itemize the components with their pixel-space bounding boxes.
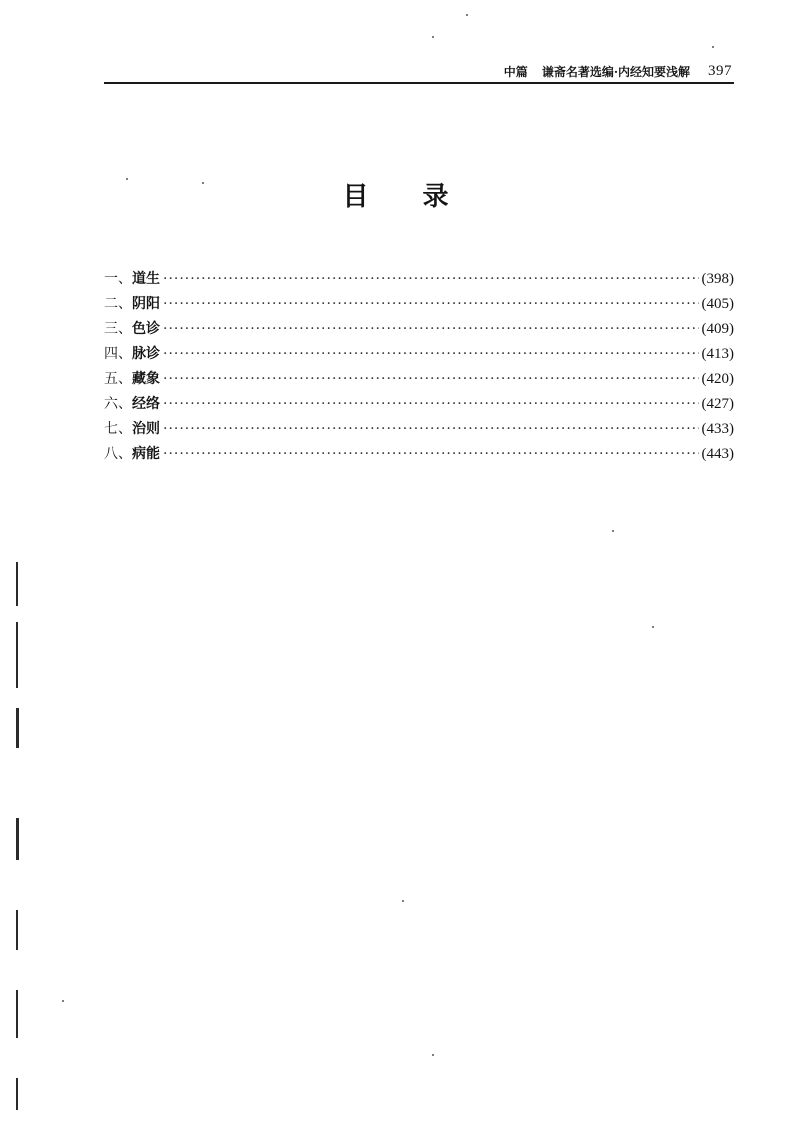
scan-artifact-line (16, 818, 19, 860)
dot-leader (163, 371, 699, 387)
scan-speck (652, 626, 654, 628)
toc-entry-label: 藏象 (132, 371, 160, 387)
scan-speck (402, 900, 404, 902)
toc-entry[interactable] (104, 268, 734, 293)
toc-entry-number: 二、 (104, 296, 132, 312)
scan-speck (62, 1000, 64, 1002)
scan-artifact-line (16, 990, 18, 1038)
toc-entry-label: 经络 (132, 396, 160, 412)
header-section: 中篇 (503, 65, 528, 79)
running-header (104, 58, 732, 80)
toc-entry[interactable] (104, 318, 734, 343)
toc-entry[interactable] (104, 343, 734, 368)
toc-entry-label: 病能 (132, 446, 160, 462)
dot-leader (163, 396, 699, 412)
toc-entry-number: 四、 (104, 346, 132, 362)
dot-leader (163, 346, 699, 362)
scan-speck (126, 178, 128, 180)
header-page-number: 397 (708, 63, 732, 79)
toc-entry-label: 道生 (132, 271, 160, 287)
toc-entry-label: 阴阳 (132, 296, 160, 312)
toc-entry-page: (409) (701, 321, 734, 337)
scan-artifact-line (16, 708, 19, 748)
toc-entry-number: 一、 (104, 271, 132, 287)
toc-entry-page: (413) (701, 346, 734, 362)
toc-entry[interactable] (104, 368, 734, 393)
toc-entry-page: (398) (701, 271, 734, 287)
toc-entry[interactable] (104, 293, 734, 318)
toc-entry-page: (405) (701, 296, 734, 312)
toc-entry-number: 五、 (104, 371, 132, 387)
dot-leader (163, 321, 699, 337)
scan-speck (612, 530, 614, 532)
scan-artifact-line (16, 910, 18, 950)
toc-entry-page: (443) (701, 446, 734, 462)
page-title (0, 176, 793, 213)
toc-entry[interactable] (104, 418, 734, 443)
table-of-contents (104, 268, 734, 468)
dot-leader (163, 421, 699, 437)
scan-speck (432, 36, 434, 38)
scan-speck (202, 182, 204, 184)
dot-leader (163, 296, 699, 312)
toc-entry-label: 治则 (132, 421, 160, 437)
toc-entry-label: 色诊 (132, 321, 160, 337)
toc-entry-page: (420) (701, 371, 734, 387)
title-char-2: 录 (422, 182, 451, 212)
header-rule (104, 82, 734, 84)
toc-entry-number: 六、 (104, 396, 132, 412)
title-char-1: 目 (342, 182, 371, 212)
toc-entry[interactable] (104, 393, 734, 418)
toc-entry[interactable] (104, 443, 734, 468)
scan-speck (432, 1054, 434, 1056)
toc-entry-number: 七、 (104, 421, 132, 437)
toc-entry-number: 三、 (104, 321, 132, 337)
toc-entry-number: 八、 (104, 446, 132, 462)
toc-entry-page: (427) (701, 396, 734, 412)
dot-leader (163, 271, 699, 287)
scan-speck (466, 14, 468, 16)
scan-artifact-line (16, 562, 18, 606)
scan-speck (712, 46, 714, 48)
toc-entry-label: 脉诊 (132, 346, 160, 362)
header-book-title: 谦斋名著选编·内经知要浅解 (541, 65, 690, 79)
dot-leader (163, 446, 699, 462)
scan-artifact-line (16, 622, 18, 688)
toc-entry-page: (433) (701, 421, 734, 437)
scan-artifact-line (16, 1078, 18, 1110)
